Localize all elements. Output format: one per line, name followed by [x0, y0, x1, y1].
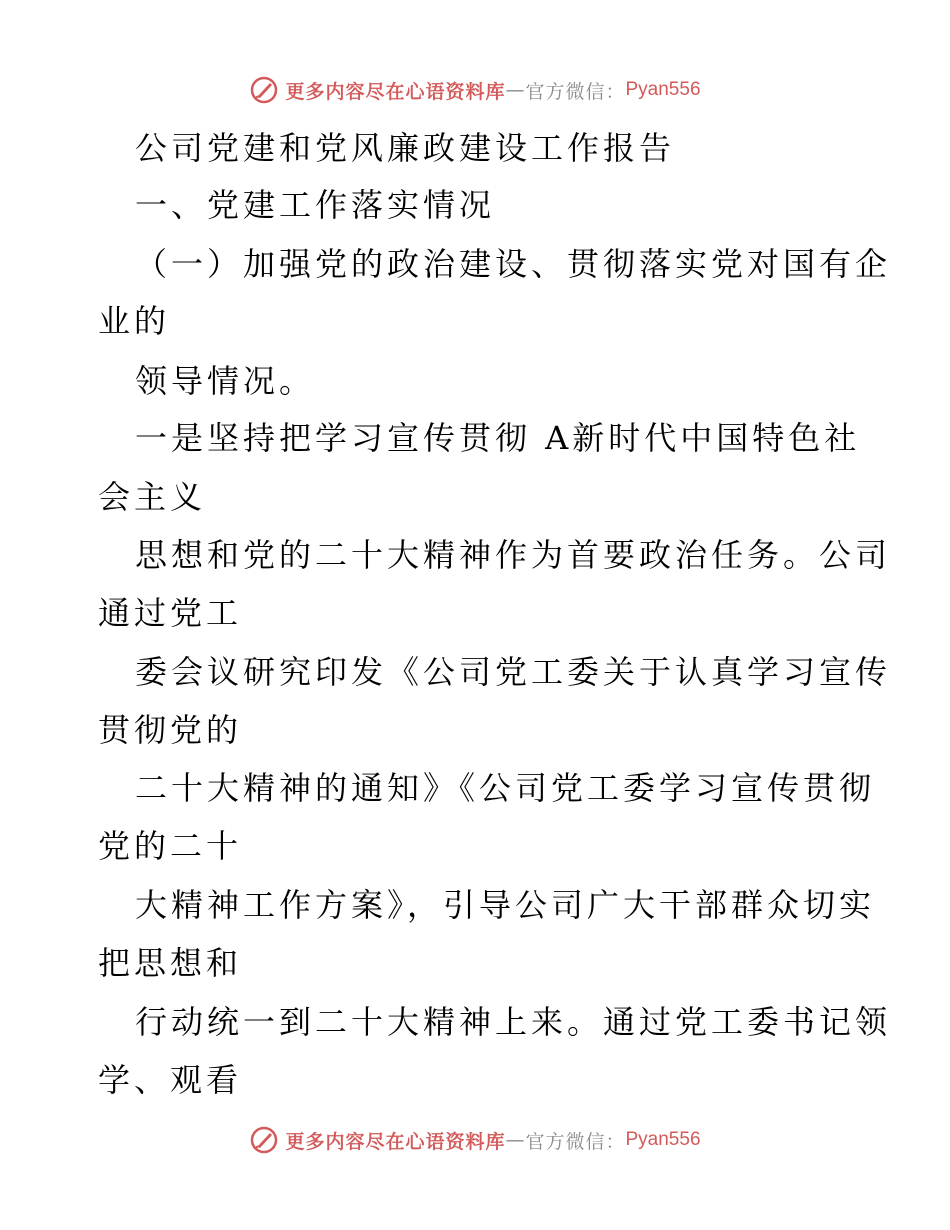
watermark-sub-text: 官方微信：	[525, 1130, 626, 1153]
text-line: 大精神工作方案》，引导公司广大干部群众切实	[135, 886, 876, 924]
watermark-separator: —	[505, 79, 526, 101]
text-line: 通过党工	[98, 594, 243, 632]
watermark-sub-text: 官方微信：	[525, 80, 626, 103]
text-line: 行动统一到二十大精神上来。通过党工委书记领	[135, 1003, 892, 1041]
section-heading: 一、党建工作落实情况	[135, 186, 496, 224]
text-line: 业的	[98, 302, 171, 340]
text-line: 领导情况。	[135, 362, 316, 400]
watermark-wechat-id: Pyan556	[625, 79, 701, 100]
text-line: （一）加强党的政治建设、贯彻落实党对国有企	[135, 245, 892, 283]
text-line: 思想和党的二十大精神作为首要政治任务。公司	[135, 536, 892, 574]
watermark-banner-top	[0, 70, 950, 110]
text-line: 把思想和	[98, 944, 243, 982]
text-line: 贯彻党的	[98, 711, 243, 749]
watermark-wechat-id: Pyan556	[625, 1129, 701, 1150]
watermark-main-text: 更多内容尽在心语资料库	[285, 80, 506, 103]
watermark-banner-bottom	[0, 1120, 950, 1160]
feather-pen-circle-icon	[249, 1125, 279, 1155]
text-line: 会主义	[98, 478, 207, 516]
feather-pen-circle-icon	[249, 75, 279, 105]
text-line: 一是坚持把学习宣传贯彻 A新时代中国特色社	[135, 419, 861, 457]
text-line: 党的二十	[98, 827, 243, 865]
watermark-main-text: 更多内容尽在心语资料库	[285, 1130, 506, 1153]
document-title: 公司党建和党风廉政建设工作报告	[135, 129, 676, 167]
text-line: 委会议研究印发《公司党工委关于认真学习宣传	[135, 653, 892, 691]
watermark-separator: —	[505, 1129, 526, 1151]
text-line: 二十大精神的通知》《公司党工委学习宣传贯彻	[135, 769, 876, 807]
text-line: 学、观看	[98, 1061, 243, 1099]
